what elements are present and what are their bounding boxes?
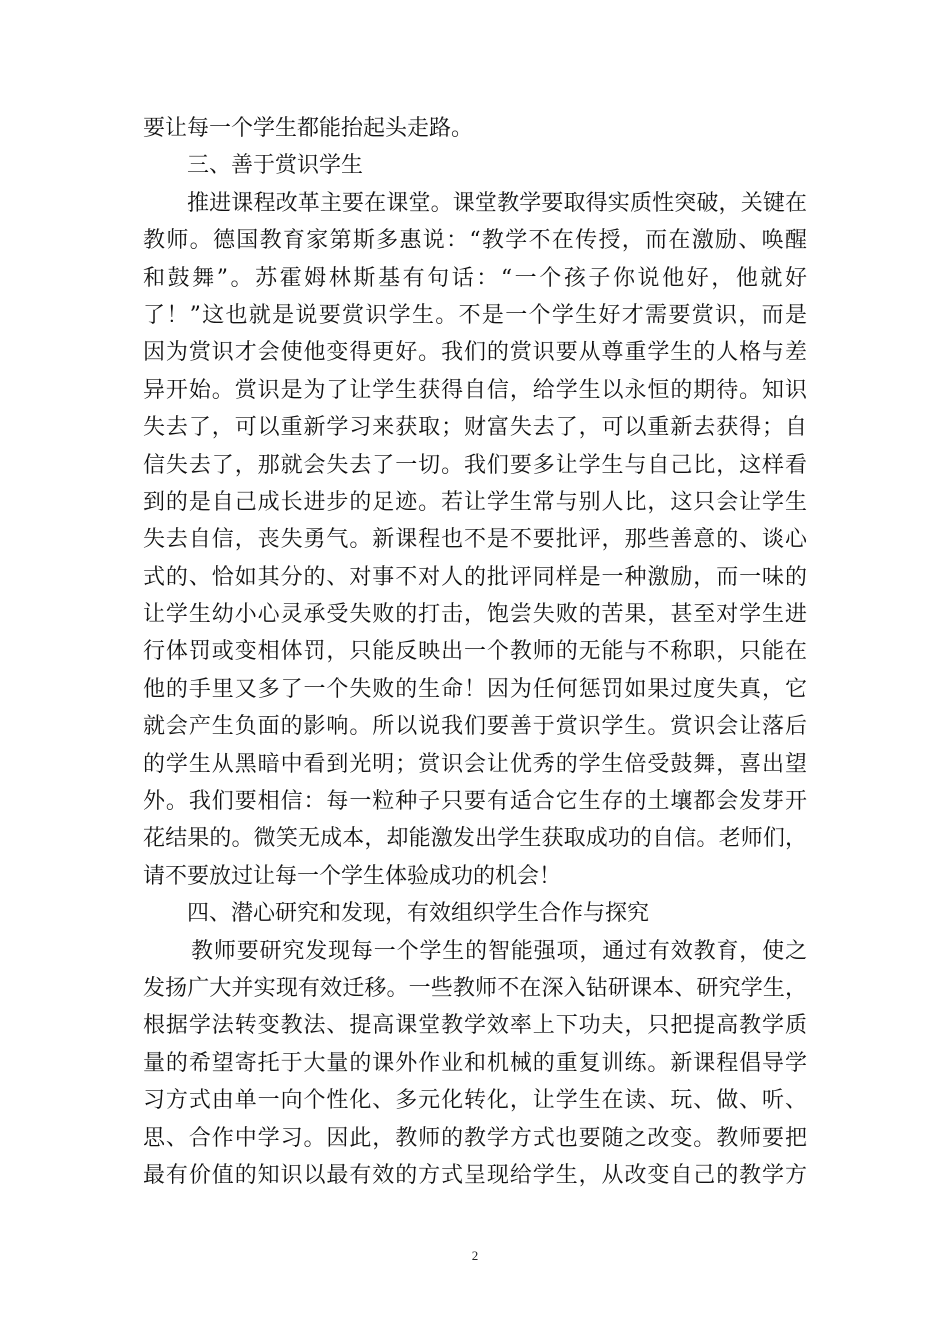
text-line: 失去了，可以重新学习来获取；财富失去了，可以重新去获得；自 [143, 415, 807, 441]
text-line: 异开始。赏识是为了让学生获得自信，给学生以永恒的期待。知识 [143, 377, 807, 403]
section-heading-4: 四、潜心研究和发现，有效组织学生合作与探究 [187, 901, 650, 927]
text-line: 教师。德国教育家第斯多惠说：“教学不在传授，而在激励、唤醒 [143, 228, 807, 254]
text-line: 请不要放过让每一个学生体验成功的机会！ [143, 863, 562, 889]
text-line: 信失去了，那就会失去了一切。我们要多让学生与自己比，这样看 [143, 452, 807, 478]
text-line: 最有价值的知识以最有效的方式呈现给学生，从改变自己的教学方 [143, 1162, 807, 1188]
text-line: 就会产生负面的影响。所以说我们要善于赏识学生。赏识会让落后 [143, 714, 807, 740]
text-line: 的学生从黑暗中看到光明；赏识会让优秀的学生倍受鼓舞，喜出望 [143, 751, 807, 777]
text-line: 发扬广大并实现有效迁移。一些教师不在深入钻研课本、研究学生， [143, 975, 807, 1001]
text-line: 要让每一个学生都能抬起头走路。 [143, 116, 474, 141]
text-line: 因为赏识才会使他变得更好。我们的赏识要从尊重学生的人格与差 [143, 340, 807, 366]
text-line: 让学生幼小心灵承受失败的打击，饱尝失败的苦果，甚至对学生进 [143, 602, 807, 628]
text-line: 行体罚或变相体罚，只能反映出一个教师的无能与不称职，只能在 [143, 639, 807, 665]
text-line: 量的希望寄托于大量的课外作业和机械的重复训练。新课程倡导学 [143, 1050, 807, 1076]
paragraph-first-line: 推进课程改革主要在课堂。课堂教学要取得实质性突破，关键在 [187, 190, 807, 216]
text-line: 根据学法转变教法、提高课堂教学效率上下功夫，只把提高教学质 [143, 1013, 807, 1039]
text-line: 式的、恰如其分的、对事不对人的批评同样是一种激励，而一味的 [143, 564, 807, 590]
text-line: 了！”这也就是说要赏识学生。不是一个学生好才需要赏识，而是 [143, 302, 807, 328]
text-line: 他的手里又多了一个失败的生命！因为任何惩罚如果过度失真，它 [143, 676, 807, 702]
text-line: 和鼓舞”。苏霍姆林斯基有句话：“一个孩子你说他好，他就好 [143, 265, 807, 291]
body-text [143, 110, 807, 1194]
text-line: 到的是自己成长进步的足迹。若让学生常与别人比，这只会让学生 [143, 489, 807, 515]
text-line: 失去自信，丧失勇气。新课程也不是不要批评，那些善意的、谈心 [143, 527, 807, 553]
text-line: 花结果的。微笑无成本，却能激发出学生获取成功的自信。老师们， [143, 826, 807, 852]
page-number: 2 [471, 1248, 479, 1263]
text-line: 思、合作中学习。因此，教师的教学方式也要随之改变。教师要把 [143, 1125, 807, 1151]
section-heading-3: 三、善于赏识学生 [187, 153, 364, 179]
text-line: 外。我们要相信：每一粒种子只要有适合它生存的土壤都会发芽开 [143, 789, 807, 815]
text-line: 习方式由单一向个性化、多元化转化，让学生在读、玩、做、听、 [143, 1088, 807, 1114]
paragraph-first-line: 教师要研究发现每一个学生的智能强项，通过有效教育，使之 [191, 938, 807, 964]
